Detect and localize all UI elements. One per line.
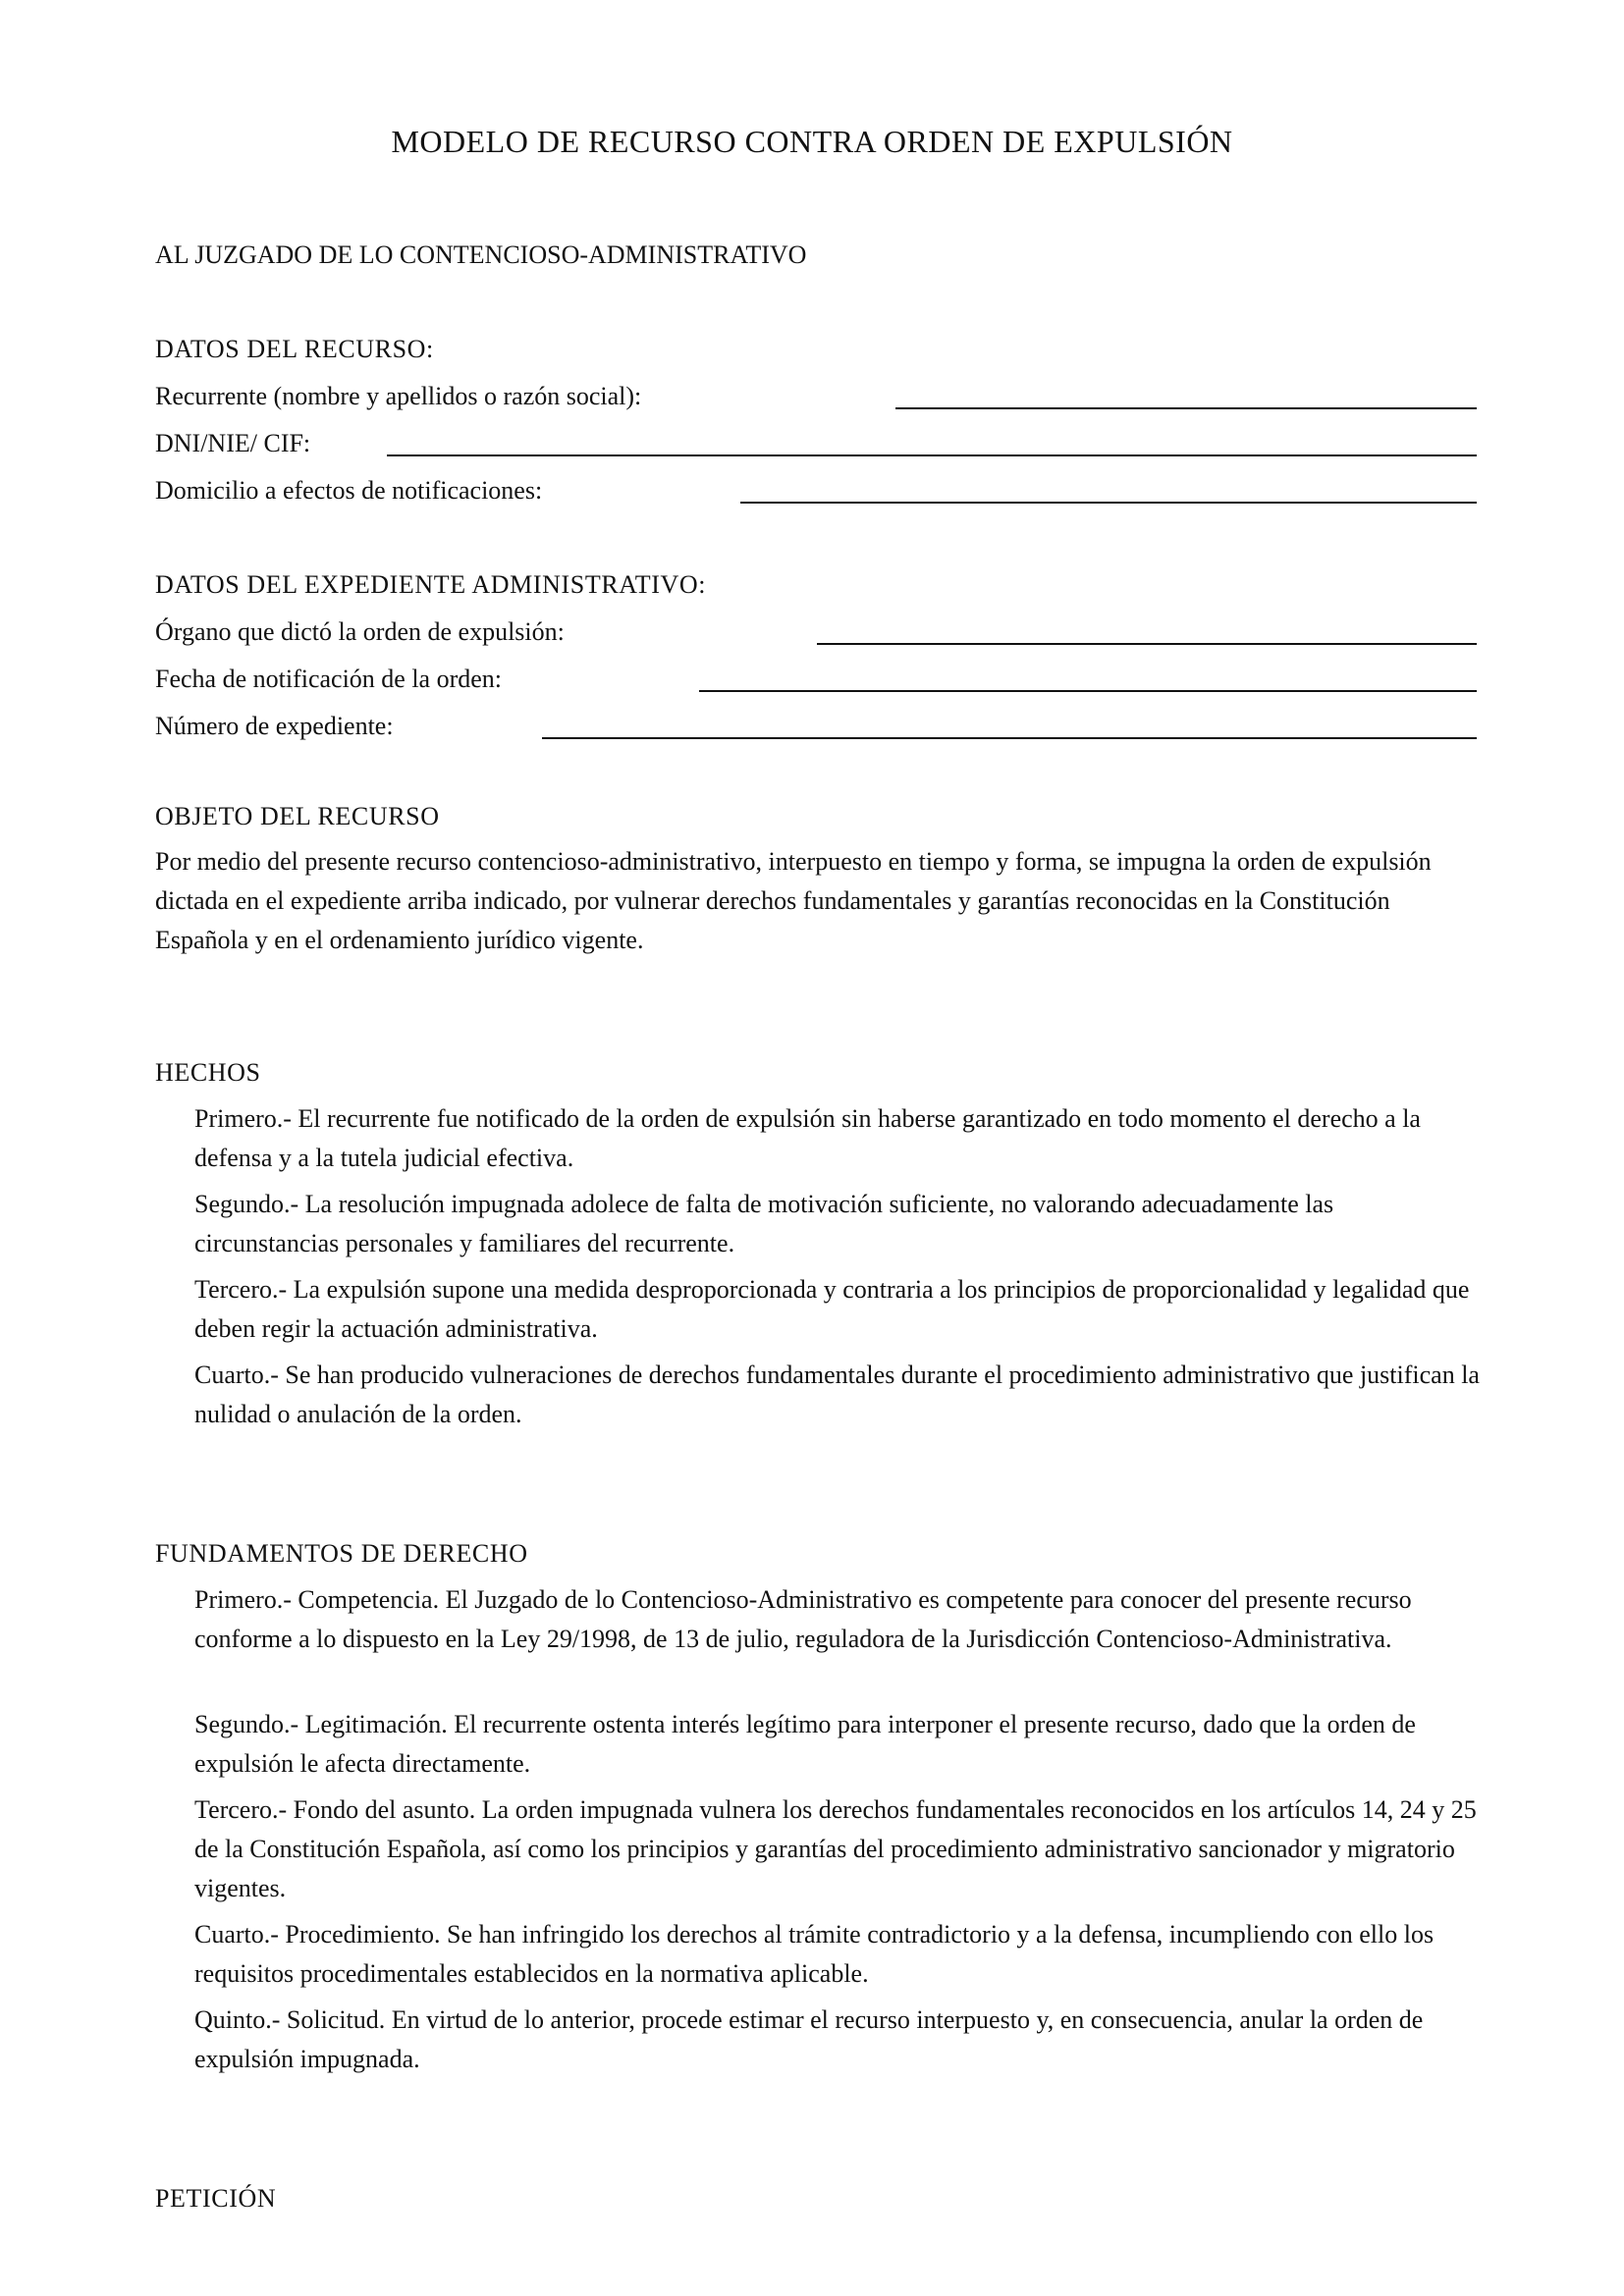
fundamento-cuarto: Cuarto.- Procedimiento. Se han infringido los derechos al trámite contradictorio y a la defensa, incumpliendo con ello los requisitos procedimentales establecidos en la normativa aplicable. (194, 1920, 1435, 1988)
field-label: DNI/NIE/ CIF: (155, 429, 311, 457)
field-numero-expediente (155, 707, 1477, 746)
section-heading-hechos: HECHOS (155, 1058, 261, 1087)
field-dni (155, 424, 1477, 463)
field-organo (155, 613, 1477, 652)
hecho-segundo: Segundo.- La resolución impugnada adolece de falta de motivación suficiente, no valorando adecuadamente las circunstancias personales y familiares del recurrente. (194, 1190, 1334, 1257)
field-label: Número de expediente: (155, 712, 394, 740)
fill-in-line[interactable] (387, 454, 1477, 456)
fill-in-line[interactable] (699, 690, 1477, 692)
hecho-cuarto: Cuarto.- Se han producido vulneraciones de derechos fundamentales durante el procedimiento administrativo que justifican la nulidad o anulación de la orden. (194, 1361, 1480, 1428)
fundamento-tercero: Tercero.- Fondo del asunto. La orden impugnada vulnera los derechos fundamentales reconocidos en los artículos 14, 24 y 25 de la Constitución Española, así como los principios y garantías del procedimiento administrativo sancionador y migratorio vigentes. (194, 1795, 1477, 1902)
field-label: Recurrente (nombre y apellidos o razón social): (155, 382, 642, 410)
section-heading-peticion: PETICIÓN (155, 2184, 277, 2213)
court-addressee: AL JUZGADO DE LO CONTENCIOSO-ADMINISTRATIVO (155, 240, 807, 269)
fill-in-line[interactable] (740, 502, 1477, 504)
section-heading-fundamentos: FUNDAMENTOS DE DERECHO (155, 1539, 528, 1568)
fundamento-primero: Primero.- Competencia. El Juzgado de lo Contencioso-Administrativo es competente para conocer del presente recurso conforme a lo dispuesto en la Ley 29/1998, de 13 de julio, reguladora de la Jurisdicción Contencioso-Administrativa. (194, 1585, 1412, 1653)
objeto-paragraph: Por medio del presente recurso contencioso-administrativo, interpuesto en tiempo y forma, se impugna la orden de expulsión dictada en el expediente arriba indicado, por vulnerar derechos fundamentales y garantías reconocidas en la Constitución Española y en el ordenamiento jurídico vigente. (155, 847, 1432, 954)
hecho-primero: Primero.- El recurrente fue notificado de la orden de expulsión sin haberse garantizado en todo momento el derecho a la defensa y a la tutela judicial efectiva. (194, 1104, 1421, 1172)
field-label: Fecha de notificación de la orden: (155, 665, 503, 693)
field-recurrente (155, 377, 1477, 416)
section-heading-datos-expediente: DATOS DEL EXPEDIENTE ADMINISTRATIVO: (155, 570, 707, 599)
field-domicilio (155, 471, 1477, 510)
hecho-tercero: Tercero.- La expulsión supone una medida desproporcionada y contraria a los principios de proporcionalidad y legalidad que deben regir la actuación administrativa. (194, 1275, 1470, 1343)
section-heading-datos-recurso: DATOS DEL RECURSO: (155, 335, 434, 363)
section-heading-objeto: OBJETO DEL RECURSO (155, 802, 440, 830)
fill-in-line[interactable] (895, 407, 1477, 409)
fundamento-segundo: Segundo.- Legitimación. El recurrente ostenta interés legítimo para interponer el presente recurso, dado que la orden de expulsión le afecta directamente. (194, 1710, 1416, 1778)
fill-in-line[interactable] (542, 737, 1477, 739)
fill-in-line[interactable] (817, 643, 1477, 645)
fundamento-quinto: Quinto.- Solicitud. En virtud de lo anterior, procede estimar el recurso interpuesto y, en consecuencia, anular la orden de expulsión impugnada. (194, 2005, 1424, 2073)
field-label: Domicilio a efectos de notificaciones: (155, 476, 543, 505)
field-label: Órgano que dictó la orden de expulsión: (155, 617, 565, 646)
document-title: MODELO DE RECURSO CONTRA ORDEN DE EXPULSIÓN (391, 124, 1233, 159)
field-fecha-notificacion (155, 660, 1477, 699)
